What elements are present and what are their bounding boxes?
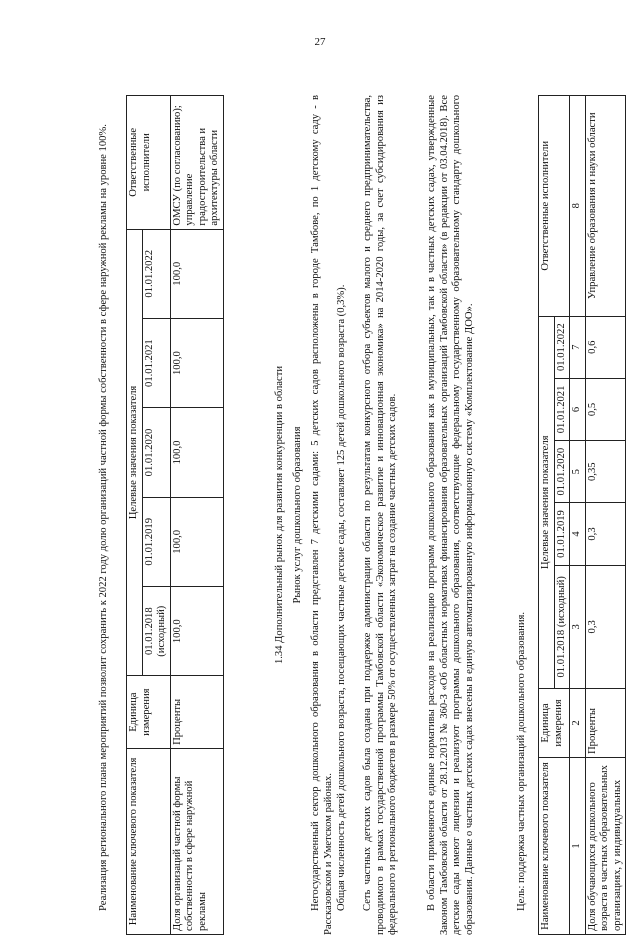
paragraph: В области применяются единые нормативы расходов на реализацию программ дошкольного образования как в муниципальных, так и в частных детских садах, утвержденные Законом Тамбовской области от 28.12.2013 № 360-З «Об областных нормативах финансирования образовательных организаций Тамбовской области» (в редакции от 03.04.2018). Все детские сады имеют лицензии и реализуют программы дошкольного образования, соответствующие федеральному государственному образовательному стандарту дошкольного образования. Данные о частных детских садах внесены в единую автоматизированную информационную систему «Комплектование ДОО». (426, 95, 475, 935)
table-row (585, 96, 626, 935)
column-number: 4 (570, 503, 586, 565)
col-targets-header: Целевые значения показателя (539, 316, 555, 688)
goal-text: Цель: поддержка частных организаций дошкольного образования. (516, 611, 527, 911)
column-number: 1 (570, 758, 586, 935)
target-value: 0,3 (585, 503, 626, 565)
paragraph: Негосударственный сектор дошкольного образования в области представлен 7 детскими садами: 5 детских садов расположены в городе Тамбове, по 1 детскому саду - в Рассказовском и Уметском районах. (310, 95, 334, 935)
indicator-unit: Проценты (170, 676, 223, 749)
target-value: 100,0 (170, 587, 223, 676)
year-header: 01.01.2021 (554, 378, 570, 440)
section-subtitle: Рынок услуг дошкольного образования (292, 426, 303, 604)
target-value: 100,0 (170, 229, 223, 318)
column-number: 5 (570, 441, 586, 503)
target-value: 100,0 (170, 497, 223, 586)
target-value: 100,0 (170, 408, 223, 497)
column-number: 8 (570, 96, 586, 317)
year-header: 01.01.2020 (554, 441, 570, 503)
col-responsible-header: Ответственные исполнители (539, 96, 570, 317)
intro-text: Реализация регионального плана мероприятий позволит сохранить к 2022 году долю организаций частной формы собственности в сфере наружной рекламы на уровне 100%. (98, 124, 109, 911)
col-name-header: Наименование ключевого показателя (127, 748, 171, 934)
indicator-name: Доля организаций частной формы собственности в сфере наружной рекламы (170, 748, 223, 934)
responsible-executors: ОМСУ (по согласованию); управление градостроительства и архитектуры области (170, 96, 223, 230)
paragraph: Общая численность детей дошкольного возраста, посещающих частные детские сады, составляет 125 детей дошкольного возраста (0,3%). (336, 284, 347, 911)
col-targets-header: Целевые значения показателя (127, 229, 143, 676)
column-number: 6 (570, 378, 586, 440)
target-value: 0,5 (585, 378, 626, 440)
col-unit-header: Единица измерения (127, 676, 171, 749)
year-header: 01.01.2022 (554, 316, 570, 378)
responsible-executors: Управление образования и науки области (585, 96, 626, 317)
year-header: 01.01.2020 (142, 408, 170, 497)
paragraph: Сеть частных детских садов была создана при поддержке администрации области по результатам конкурсного отбора субъектов малого и среднего предпринимательства, проводимого в рамках государственной программы Тамбовской области «Экономическое развитие и инновационная экономика» на 2014-2020 годы, за счет субсидирования из федерального и регионального бюджетов в размере 50% от осуществленных затрат на создание частных детских садов. (362, 95, 398, 935)
target-value: 0,3 (585, 565, 626, 688)
indicator-name: Доля обучающихся дошкольного возраста в частных образовательных организациях, у индивидуальных (585, 758, 626, 935)
target-value: 0,35 (585, 441, 626, 503)
col-responsible-header: Ответственные исполнители (127, 96, 171, 230)
year-header: 01.01.2019 (142, 497, 170, 586)
year-header: 01.01.2018 (исходный) (142, 587, 170, 676)
rotated-content (98, 95, 640, 935)
page-number: 27 (314, 36, 326, 48)
indicator-unit: Проценты (585, 689, 626, 758)
table-row (170, 96, 223, 935)
indicator-table-advertising (126, 95, 224, 935)
year-header: 01.01.2018 (исходный) (554, 565, 570, 688)
column-number: 3 (570, 565, 586, 688)
year-header: 01.01.2021 (142, 318, 170, 407)
target-value: 100,0 (170, 318, 223, 407)
column-number: 7 (570, 316, 586, 378)
column-number-row (570, 96, 586, 935)
column-number: 2 (570, 689, 586, 758)
indicator-table-preschool (538, 95, 626, 935)
target-value: 0,6 (585, 316, 626, 378)
year-header: 01.01.2022 (142, 229, 170, 318)
year-header: 01.01.2019 (554, 503, 570, 565)
col-unit-header: Единица измерения (539, 689, 570, 758)
col-name-header: Наименование ключевого показателя (539, 758, 570, 935)
section-title: 1.34 Дополнительный рынок для развития конкуренции в области (274, 365, 285, 665)
